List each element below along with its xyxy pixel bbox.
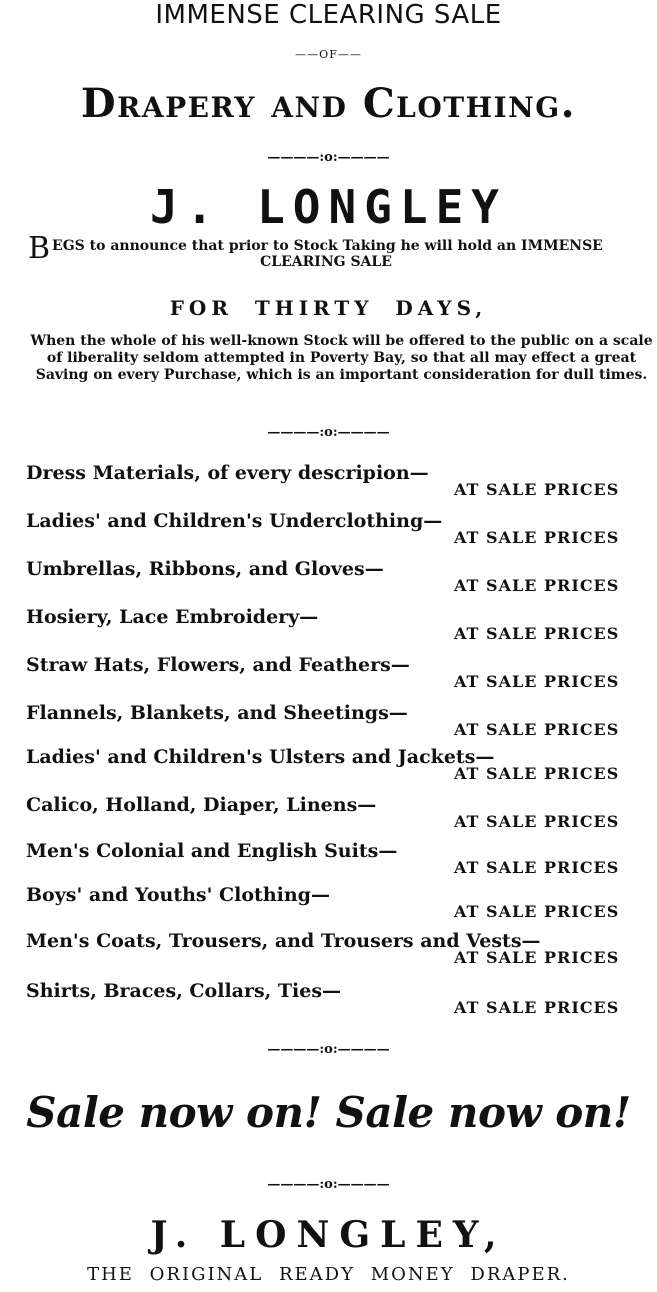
list-item (26, 980, 657, 1028)
item-label: Men's Colonial and English Suits— (26, 840, 398, 862)
item-price: AT SALE PRICES (454, 624, 620, 643)
separator: ————:o:———— (267, 1177, 390, 1192)
separator: ————:o:———— (267, 425, 390, 440)
item-label: Calico, Holland, Diaper, Linens— (26, 794, 377, 816)
list-item (26, 606, 657, 654)
item-label: Flannels, Blankets, and Sheetings— (26, 702, 408, 724)
list-item (26, 462, 657, 510)
list-item (26, 930, 657, 978)
list-item (26, 746, 657, 794)
item-label: Ladies' and Children's Underclothing— (26, 510, 443, 532)
item-price: AT SALE PRICES (454, 764, 620, 783)
item-price: AT SALE PRICES (454, 576, 620, 595)
item-label: Dress Materials, of every descripion— (26, 462, 429, 484)
item-label: Men's Coats, Trousers, and Trousers and Vests— (26, 930, 541, 952)
item-price: AT SALE PRICES (454, 998, 620, 1017)
announcement-line2: CLEARING SALE (260, 254, 392, 270)
list-item (26, 840, 657, 888)
item-price: AT SALE PRICES (454, 480, 620, 499)
item-price: AT SALE PRICES (454, 672, 620, 691)
brand-name: J. LONGLEY (150, 180, 507, 234)
drop-cap: B (28, 231, 51, 266)
item-label: Straw Hats, Flowers, and Feathers— (26, 654, 410, 676)
announcement (28, 231, 657, 270)
main-heading: Drapery and Clothing. (80, 80, 577, 127)
item-label: Shirts, Braces, Collars, Ties— (26, 980, 342, 1002)
list-item (26, 510, 657, 558)
footer-brand: J. LONGLEY, (150, 1214, 507, 1256)
header-title: IMMENSE CLEARING SALE (155, 0, 502, 30)
item-price: AT SALE PRICES (454, 720, 620, 739)
duration-heading: FOR THIRTY DAYS, (169, 296, 488, 320)
announcement-line1: EGS to announce that prior to Stock Taking he will hold an IMMENSE (52, 238, 603, 254)
item-price: AT SALE PRICES (454, 528, 620, 547)
item-label: Umbrellas, Ribbons, and Gloves— (26, 558, 384, 580)
separator: ————:o:———— (267, 150, 390, 165)
list-item (26, 884, 657, 932)
list-item (26, 702, 657, 750)
body-paragraph: When the whole of his well-known Stock will be offered to the public on a scale of liberality seldom attempted in Poverty Bay, so that all may effect a great Saving on every Purchase, which is an important consideration for dull times. (30, 333, 653, 383)
item-price: AT SALE PRICES (454, 812, 620, 831)
of-rule: ——OF—— (295, 48, 362, 61)
list-item (26, 654, 657, 702)
list-item (26, 794, 657, 842)
sale-banner: Sale now on! Sale now on! (26, 1088, 631, 1137)
item-price: AT SALE PRICES (454, 902, 620, 921)
item-price: AT SALE PRICES (454, 858, 620, 877)
item-label: Ladies' and Children's Ulsters and Jackets— (26, 746, 495, 768)
footer-tagline: THE ORIGINAL READY MONEY DRAPER. (87, 1264, 570, 1285)
item-price: AT SALE PRICES (454, 948, 620, 967)
item-label: Hosiery, Lace Embroidery— (26, 606, 319, 628)
list-item (26, 558, 657, 606)
separator: ————:o:———— (267, 1042, 390, 1057)
item-label: Boys' and Youths' Clothing— (26, 884, 330, 906)
